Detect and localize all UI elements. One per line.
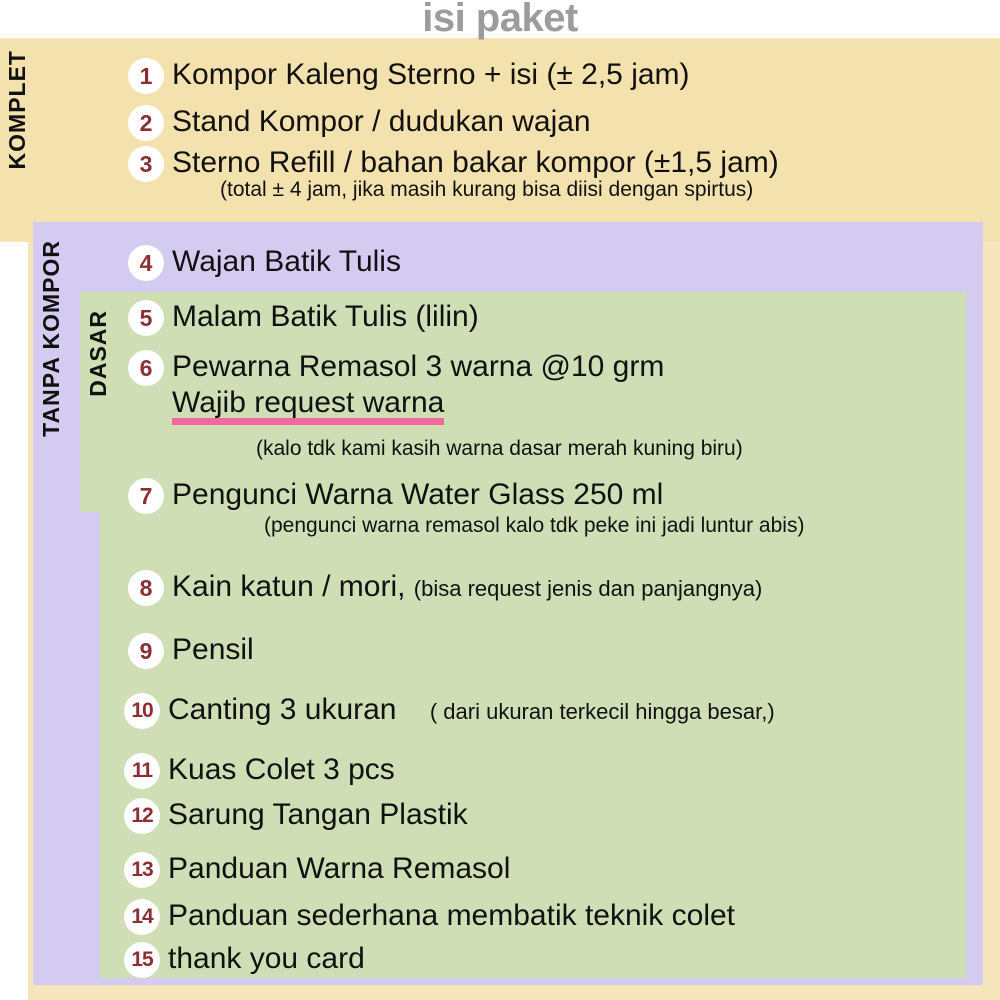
item-number-badge: 5	[128, 300, 164, 336]
list-item	[128, 105, 591, 141]
item-text: Wajan Batik Tulis	[172, 245, 401, 278]
list-item	[124, 899, 735, 935]
item-text	[168, 694, 775, 725]
item-text-primary: Canting 3 ukuran	[168, 693, 397, 726]
group-label-dasar: DASAR	[85, 310, 111, 397]
list-item	[124, 693, 775, 729]
item-text-note: (bisa request jenis dan panjangnya)	[413, 576, 763, 601]
item-text: Stand Kompor / dudukan wajan	[172, 105, 591, 138]
item-highlight-line	[172, 387, 743, 425]
list-item	[128, 146, 779, 201]
item-text: Sterno Refill / bahan bakar kompor (±1,5 jam)	[172, 146, 779, 179]
item-number-badge: 3	[128, 146, 164, 182]
item-number-badge: 1	[128, 58, 164, 94]
list-item	[128, 570, 762, 606]
list-item	[128, 58, 690, 94]
group-label-komplet: KOMPLET	[4, 50, 30, 170]
item-text: Sarung Tangan Plastik	[168, 798, 468, 831]
item-text: Panduan Warna Remasol	[168, 852, 511, 885]
list-item	[128, 633, 254, 669]
item-text: Kompor Kaleng Sterno + isi (± 2,5 jam)	[172, 58, 690, 91]
list-item	[128, 350, 743, 460]
item-number-badge: 10	[124, 693, 160, 729]
item-number-badge: 13	[124, 852, 160, 888]
item-number-badge: 4	[128, 245, 164, 281]
list-item	[124, 798, 468, 834]
item-highlight-text: Wajib request warna	[172, 388, 444, 425]
group-label-tanpa-kompor: TANPA KOMPOR	[38, 240, 64, 437]
item-text: Malam Batik Tulis (lilin)	[172, 300, 479, 333]
item-text-note: ( dari ukuran terkecil hingga besar,)	[429, 699, 775, 724]
item-text: Panduan sederhana membatik teknik colet	[168, 899, 736, 932]
item-number-badge: 15	[124, 942, 160, 978]
list-item	[124, 942, 365, 978]
item-number-badge: 6	[128, 350, 164, 386]
list-item	[128, 300, 479, 336]
item-text	[172, 571, 762, 602]
item-text: Kuas Colet 3 pcs	[168, 753, 395, 786]
list-item	[124, 852, 510, 888]
list-item	[128, 245, 401, 281]
item-text: Pewarna Remasol 3 warna @10 grm	[172, 350, 665, 383]
item-number-badge: 12	[124, 798, 160, 834]
item-number-badge: 11	[124, 753, 160, 789]
item-number-badge: 2	[128, 105, 164, 141]
item-text: Pensil	[172, 633, 254, 666]
item-text: Pengunci Warna Water Glass 250 ml	[172, 478, 664, 511]
item-text-primary: Kain katun / mori,	[172, 570, 406, 603]
item-subtext: (pengunci warna remasol kalo tdk peke ini jadi luntur abis)	[264, 514, 805, 538]
item-number-badge: 9	[128, 633, 164, 669]
page-title: isi paket	[422, 0, 578, 40]
item-number-badge: 7	[128, 478, 164, 514]
list-item	[124, 753, 395, 789]
item-subtext: (kalo tdk kami kasih warna dasar merah kuning biru)	[256, 437, 743, 461]
list-item	[128, 478, 804, 537]
item-subtext: (total ± 4 jam, jika masih kurang bisa diisi dengan spirtus)	[220, 178, 754, 202]
item-number-badge: 8	[128, 570, 164, 606]
item-text: thank you card	[168, 942, 365, 975]
item-number-badge: 14	[124, 899, 160, 935]
